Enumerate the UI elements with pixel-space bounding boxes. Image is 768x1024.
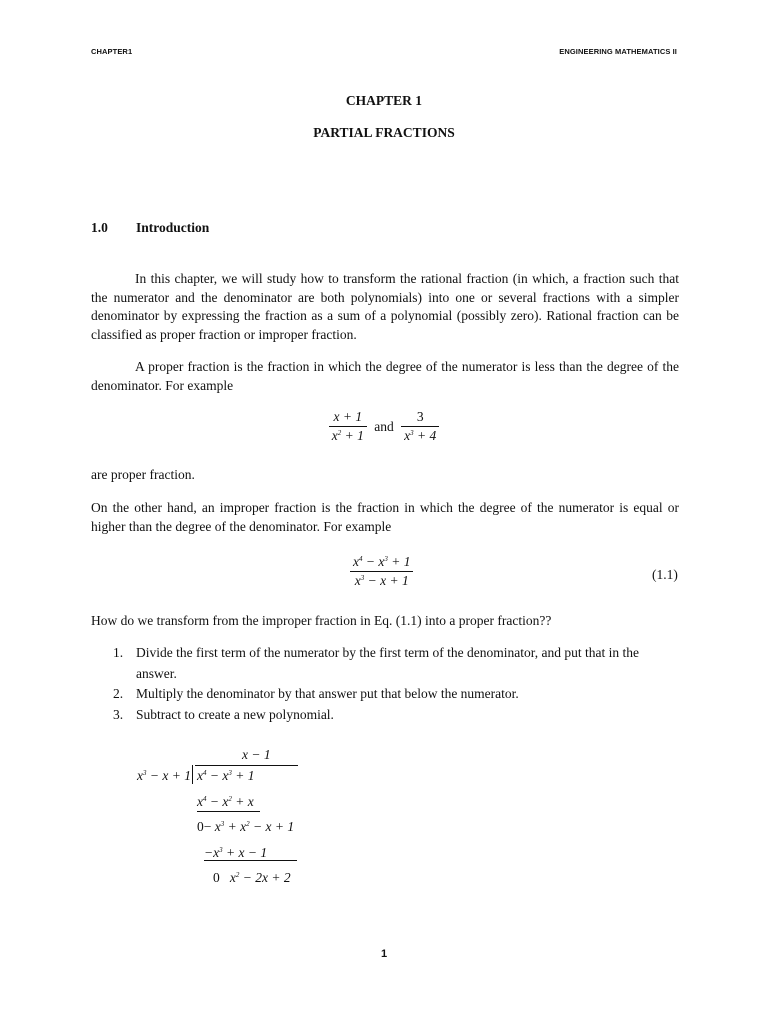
proper-fraction-conclusion: are proper fraction. bbox=[91, 467, 195, 482]
list-item: 3. Subtract to create a new polynomial. bbox=[113, 706, 334, 722]
proper-fraction-examples bbox=[0, 409, 768, 444]
dividend: $x^4 - x^3 + 1$ bbox=[197, 768, 255, 783]
page-number: 1 bbox=[380, 948, 388, 960]
intro-paragraph: In this chapter, we will study how to transform the rational fraction (in which, a fraction such that the numerator and the denominator are both polynomials) into one or several fractions with a simpler denominator by expressing the fraction as a sum of a polynomial (possibly zero). Rational fraction can be classified as proper fraction or improper fraction. bbox=[91, 271, 679, 342]
proper-fraction-paragraph: A proper fraction is the fraction in which the degree of the numerator is less than the degree of the denominator. For example bbox=[91, 359, 679, 393]
chapter-label: CHAPTER 1 bbox=[345, 93, 423, 108]
division-bar bbox=[195, 765, 298, 766]
and-word: and bbox=[374, 418, 394, 434]
section-number: 1.0 bbox=[91, 220, 108, 235]
proper-fraction-example-2 bbox=[401, 409, 439, 444]
list-item: 1. Divide the first term of the numerator by the first term of the denominator, and put that in the answer. bbox=[113, 645, 639, 681]
chapter-title: PARTIAL FRACTIONS bbox=[313, 125, 455, 140]
section-heading bbox=[91, 220, 209, 236]
remainder-row: 0 $x^2 - 2x + 2$ bbox=[213, 870, 291, 885]
improper-fraction-example bbox=[350, 554, 413, 589]
fraction-numerator: 3 bbox=[401, 409, 439, 427]
product-row-2: $-x^3 + x - 1$ bbox=[204, 845, 268, 860]
improper-fraction bbox=[350, 554, 413, 589]
subtract-line-1 bbox=[197, 811, 260, 812]
steps-list bbox=[91, 643, 679, 725]
section-title: Introduction bbox=[136, 220, 210, 235]
fraction-numerator: x + 1 bbox=[329, 409, 367, 427]
fraction-denominator: $x^3 - x + 1$ bbox=[354, 573, 409, 588]
division-bracket bbox=[192, 765, 193, 784]
fraction-numerator: $x^4 - x^3 + 1$ bbox=[350, 554, 413, 572]
list-item: 2. Multiply the denominator by that answer put that below the numerator. bbox=[113, 686, 519, 701]
improper-fraction-paragraph: On the other hand, an improper fraction is the fraction in which the degree of the numerator is equal or higher than the degree of the denominator. For example bbox=[91, 500, 679, 534]
product-row-1: $x^4 - x^2 + x$ bbox=[197, 794, 254, 809]
question-paragraph: How do we transform from the improper fraction in Eq. (1.1) into a proper fraction?? bbox=[91, 613, 552, 628]
quotient: x − 1 bbox=[242, 747, 271, 762]
running-header-right: ENGINEERING MATHEMATICS II bbox=[559, 47, 677, 56]
proper-fraction-example-1 bbox=[329, 409, 367, 444]
divisor: $x^3 - x + 1$ bbox=[137, 768, 191, 783]
equation-number: (1.1) bbox=[652, 567, 678, 582]
subtract-line-2 bbox=[204, 860, 297, 861]
running-header-left: CHAPTER1 bbox=[91, 47, 133, 56]
fraction-denominator: $x^2 + 1$ bbox=[331, 428, 364, 443]
difference-row-1: $0- x^3 + x^2 - x + 1$ bbox=[197, 819, 295, 834]
fraction-denominator: $x^3 + 4$ bbox=[404, 428, 437, 443]
